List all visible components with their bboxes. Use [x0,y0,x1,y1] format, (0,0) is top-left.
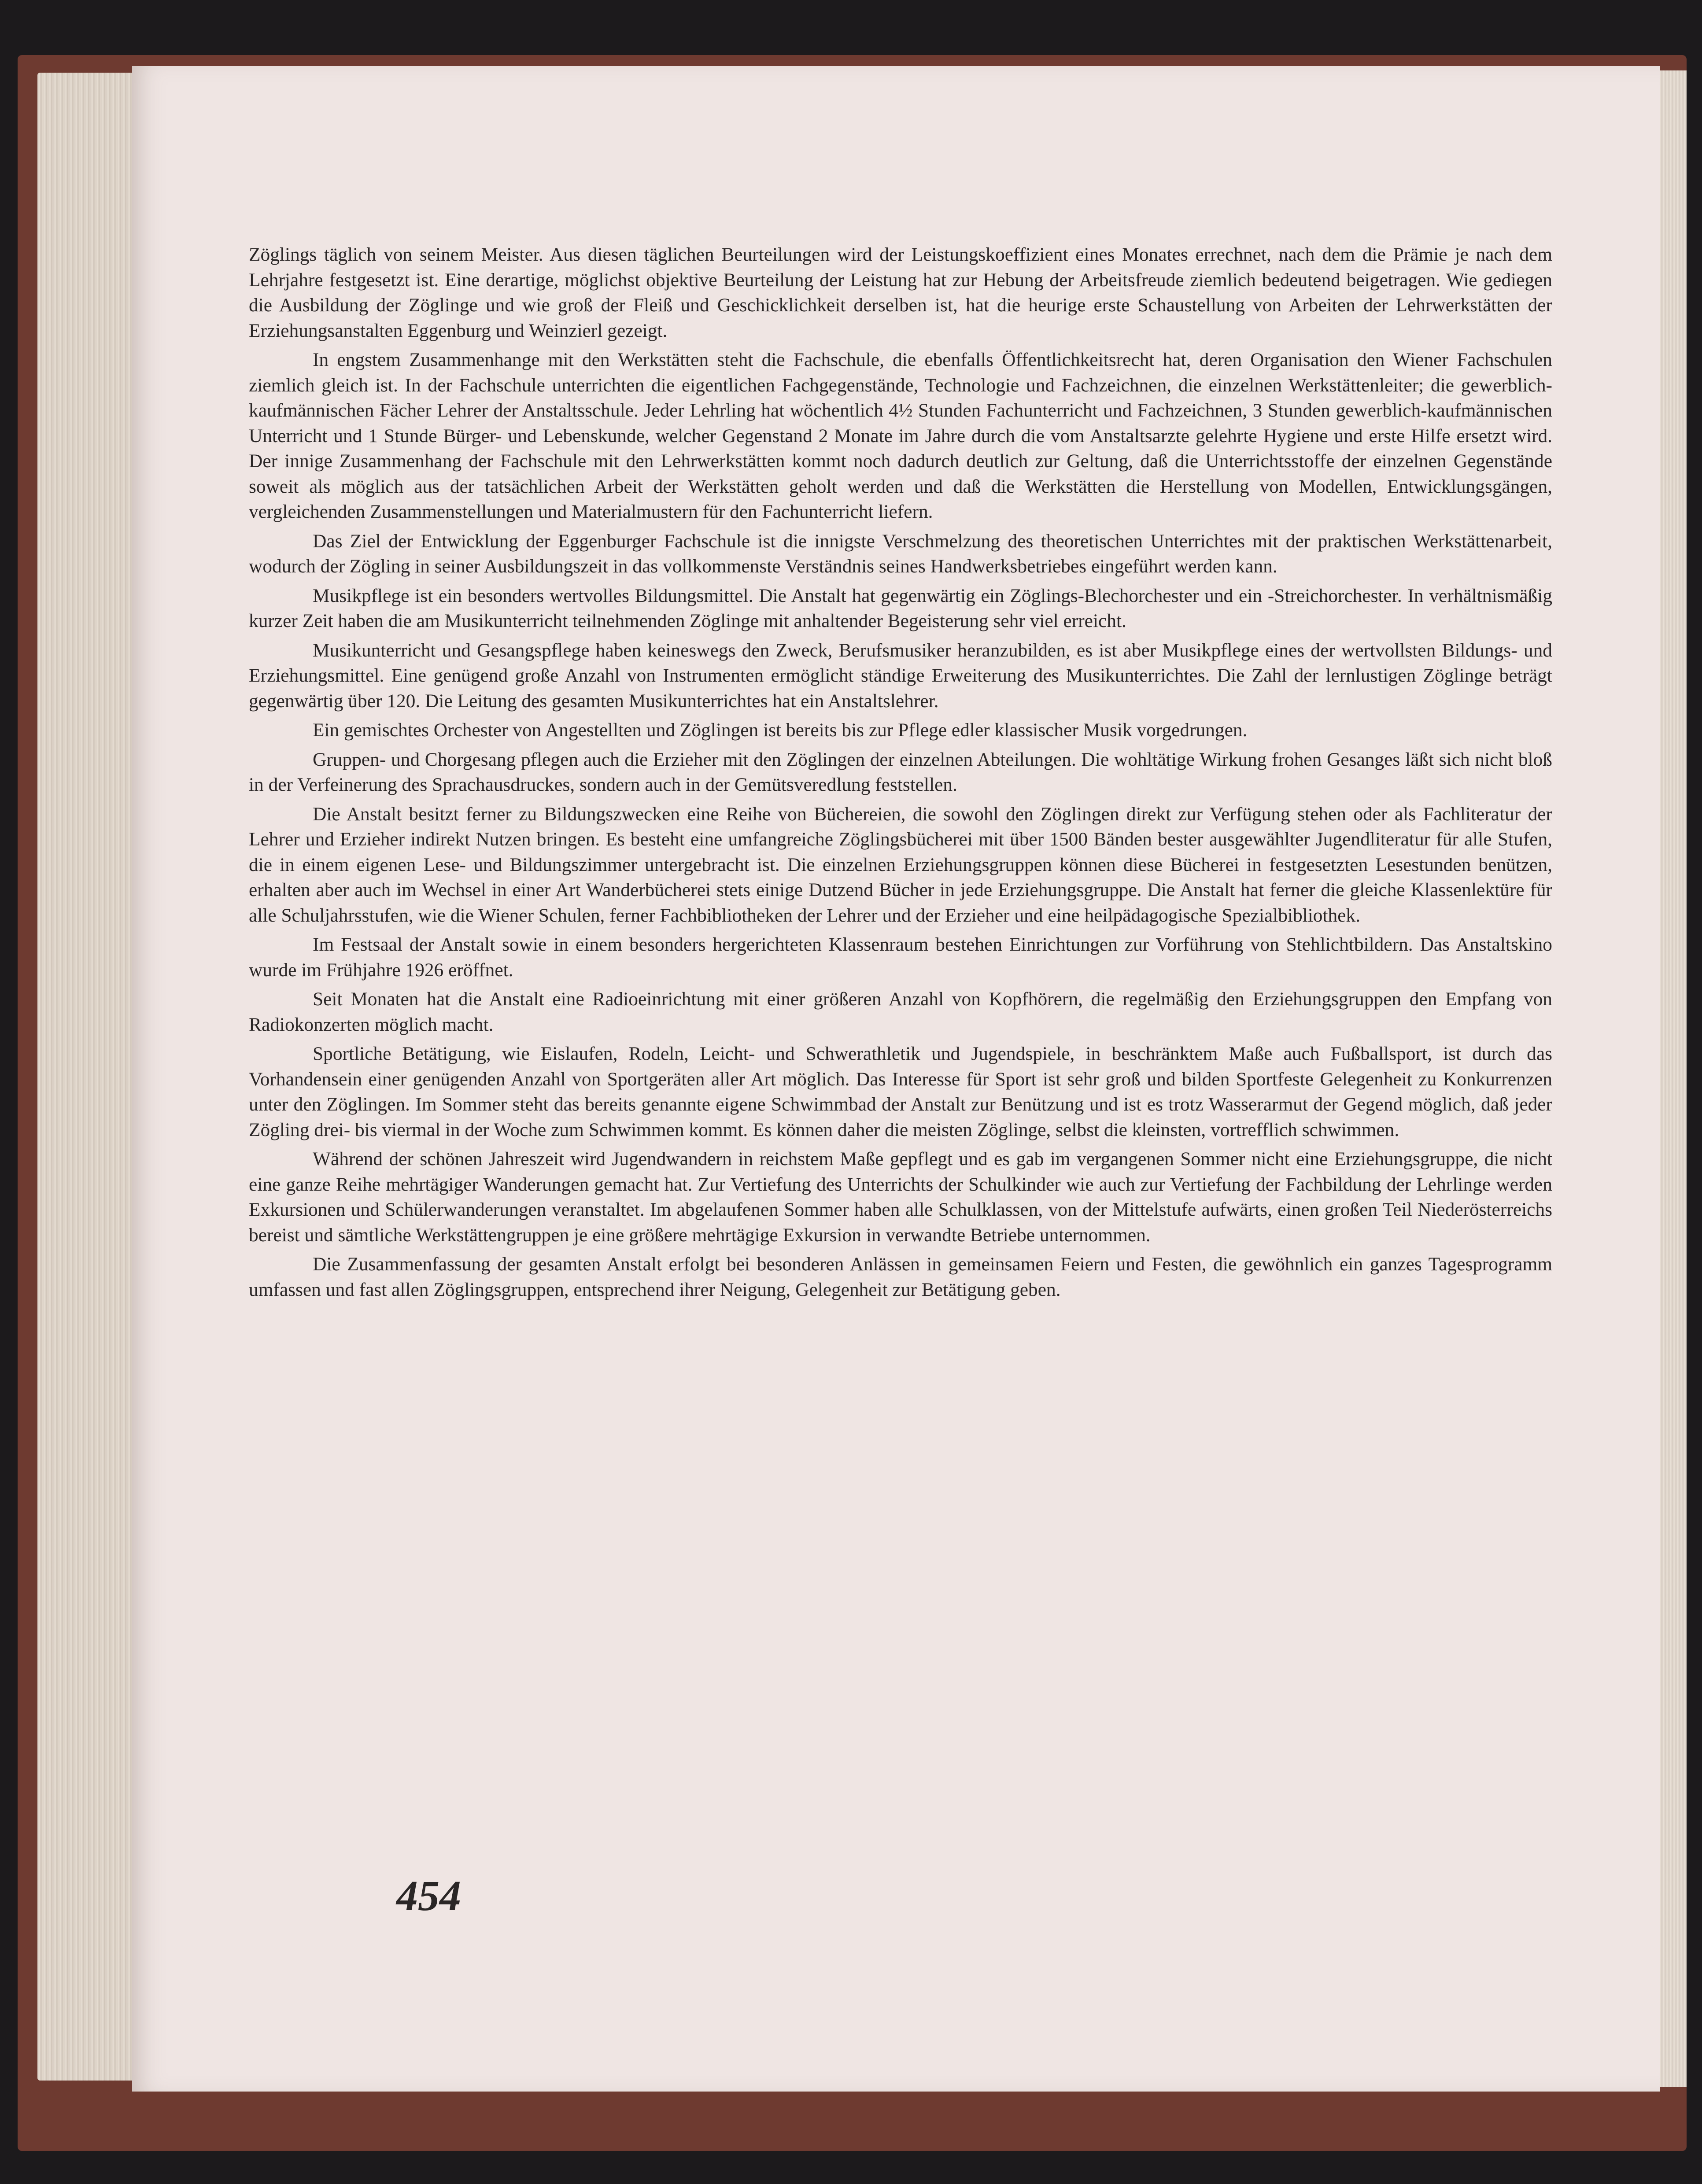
paragraph: Musikpflege ist ein besonders wertvolles Bildungsmittel. Die Anstalt hat gegenwärtig ein Zöglings-Blechorchester und ein -Streichorchester. In verhältnismäßig kurzer Zeit haben die am Musikunterricht teilnehmenden Zöglinge mit anhaltender Begeisterung sehr viel erreicht. [249,585,1552,631]
paragraph: Ein gemischtes Orchester von Angestellten und Zöglingen ist bereits bis zur Pflege edler klassischer Musik vorgedrungen. [313,719,1248,741]
paragraph: Während der schönen Jahreszeit wird Jugendwandern in reichstem Maße gepflegt und es gab im vergangenen Sommer nicht eine Erziehungsgruppe, die nicht eine ganze Reihe mehrtägiger Wanderungen gemacht hat. Zur Vertiefung des Unterrichts der Schulkinder wie auch zur Vertiefung der Fachbildung der Lehrlinge werden Exkursionen und Schülerwanderungen veranstaltet. Im abgelaufenen Sommer haben alle Schulklassen, von der Mittelstufe aufwärts, einen großen Teil Niederösterreichs bereist und sämtliche Werkstättengruppen je eine größere mehrtägige Exkursion in verwandte Betriebe unternommen. [249,1148,1552,1246]
paragraph: Die Zusammenfassung der gesamten Anstalt erfolgt bei besonderen Anlässen in gemeinsamen Feiern und Festen, die gewöhnlich ein ganzes Tagesprogramm umfassen und fast allen Zöglingsgruppen, entsprechend ihrer Neigung, Gelegenheit zur Betätigung geben. [249,1254,1552,1300]
paragraph: Seit Monaten hat die Anstalt eine Radioeinrichtung mit einer größeren Anzahl von Kopfhörern, die regelmäßig den Erziehungsgruppen den Empfang von Radiokonzerten möglich macht. [249,989,1552,1035]
paragraph: In engstem Zusammenhange mit den Werkstätten steht die Fachschule, die ebenfalls Öffentlichkeitsrecht hat, deren Organisation den Wiener Fachschulen ziemlich gleich ist. In der Fachschule unterrichten die eigentlichen Fachgegenstände, Technologie und Fachzeichnen, die einzelnen Werkstättenleiter; die gewerblich-kaufmännischen Fächer Lehrer der Anstaltsschule. Jeder Lehrling hat wöchentlich 4½ Stunden Fachunterricht und Fachzeichnen, 3 Stunden gewerblich-kaufmännischen Unterricht und 1 Stunde Bürger- und Lebenskunde, welcher Gegenstand 2 Monate im Jahre durch die vom Anstaltsarzte gelehrte Hygiene und erste Hilfe ersetzt wird. Der innige Zusammenhang der Fachschule mit den Lehrwerkstätten kommt noch dadurch deutlich zur Geltung, daß die Unterrichtsstoffe der einzelnen Gegenstände soweit als möglich aus der tatsächlichen Arbeit der Werkstätten geholt werden und daß die Werkstätten die Herstellung von Modellen, Entwicklungsgängen, vergleichenden Zusammenstellungen und Materialmustern für den Fachunterricht liefern. [249,349,1552,522]
page-number: 454 [396,1872,461,1920]
paragraph: Sportliche Betätigung, wie Eislaufen, Rodeln, Leicht- und Schwerathletik und Jugendspiele, in beschränktem Maße auch Fußballsport, ist durch das Vorhandensein einer genügenden Anzahl von Sportgeräten aller Art möglich. Das Interesse für Sport ist sehr groß und bilden Sportfeste Gelegenheit zu Konkurrenzen unter den Zöglingen. Im Sommer steht das bereits genannte eigene Schwimmbad der Anstalt zur Benützung und ist es trotz Wasserarmut der Gegend möglich, daß jeder Zögling drei- bis viermal in der Woche zum Schwimmen kommt. Es können daher die meisten Zöglinge, selbst die kleinsten, vortrefflich schwimmen. [249,1043,1552,1140]
paragraph: Die Anstalt besitzt ferner zu Bildungszwecken eine Reihe von Büchereien, die sowohl den Zöglingen direkt zur Verfügung stehen oder als Fachliteratur der Lehrer und Erzieher indirekt Nutzen bringen. Es besteht eine umfangreiche Zöglingsbücherei mit über 1500 Bänden bester ausgewählter Jugendliteratur für alle Stufen, die in einem eigenen Lese- und Bildungszimmer untergebracht ist. Die einzelnen Erziehungsgruppen können diese Bücherei in festgesetzten Lesestunden benützen, erhalten aber auch im Wechsel in einer Art Wanderbücherei stets einige Dutzend Bücher in jede Erziehungsgruppe. Die Anstalt hat ferner die gleiche Klassenlektüre für alle Schuljahrsstufen, wie die Wiener Schulen, ferner Fachbibliotheken der Lehrer und der Erzieher und eine heilpädagogische Spezialbibliothek. [249,803,1552,926]
paragraph: Zöglings täglich von seinem Meister. Aus diesen täglichen Beurteilungen wird der Leistungskoeffizient eines Monates errechnet, nach dem die Prämie je nach dem Lehrjahre festgesetzt ist. Eine derartige, möglichst objektive Beurteilung der Leistung hat zur Hebung der Arbeitsfreude ziemlich bedeutend beigetragen. Wie gediegen die Ausbildung der Zöglinge und wie groß der Fleiß und Geschicklichkeit derselben ist, hat die heurige erste Schaustellung von Arbeiten der Lehrwerkstätten der Erziehungsanstalten Eggenburg und Weinzierl gezeigt. [249,244,1552,341]
paragraph: Musikunterricht und Gesangspflege haben keineswegs den Zweck, Berufsmusiker heranzubilden, es ist aber Musikpflege eines der wertvollsten Bildungs- und Erziehungsmittel. Eine genügend große Anzahl von Instrumenten ermöglicht ständige Erweiterung des Musikunterrichtes. Die Zahl der lernlustigen Zöglinge beträgt gegenwärtig über 120. Die Leitung des gesamten Musikunterrichtes hat ein Anstaltslehrer. [249,639,1552,712]
paragraph: Im Festsaal der Anstalt sowie in einem besonders hergerichteten Klassenraum bestehen Einrichtungen zur Vorführung von Stehlichtbildern. Das Anstaltskino wurde im Frühjahre 1926 eröffnet. [249,934,1552,981]
page-edges-right [1660,70,1687,2087]
body-text [249,242,1552,1819]
paragraph: Gruppen- und Chorgesang pflegen auch die Erzieher mit den Zöglingen der einzelnen Abteilungen. Die wohltätige Wirkung frohen Gesanges läßt sich nicht bloß in der Verfeinerung des Sprachausdruckes, sondern auch in der Gemütsveredlung feststellen. [249,749,1552,795]
paragraph: Das Ziel der Entwicklung der Eggenburger Fachschule ist die innigste Verschmelzung des theoretischen Unterrichtes mit der praktischen Werkstättenarbeit, wodurch der Zögling in seiner Ausbildungszeit in das vollkommenste Verständnis seines Handwerksbetriebes eingeführt werden kann. [249,530,1552,577]
